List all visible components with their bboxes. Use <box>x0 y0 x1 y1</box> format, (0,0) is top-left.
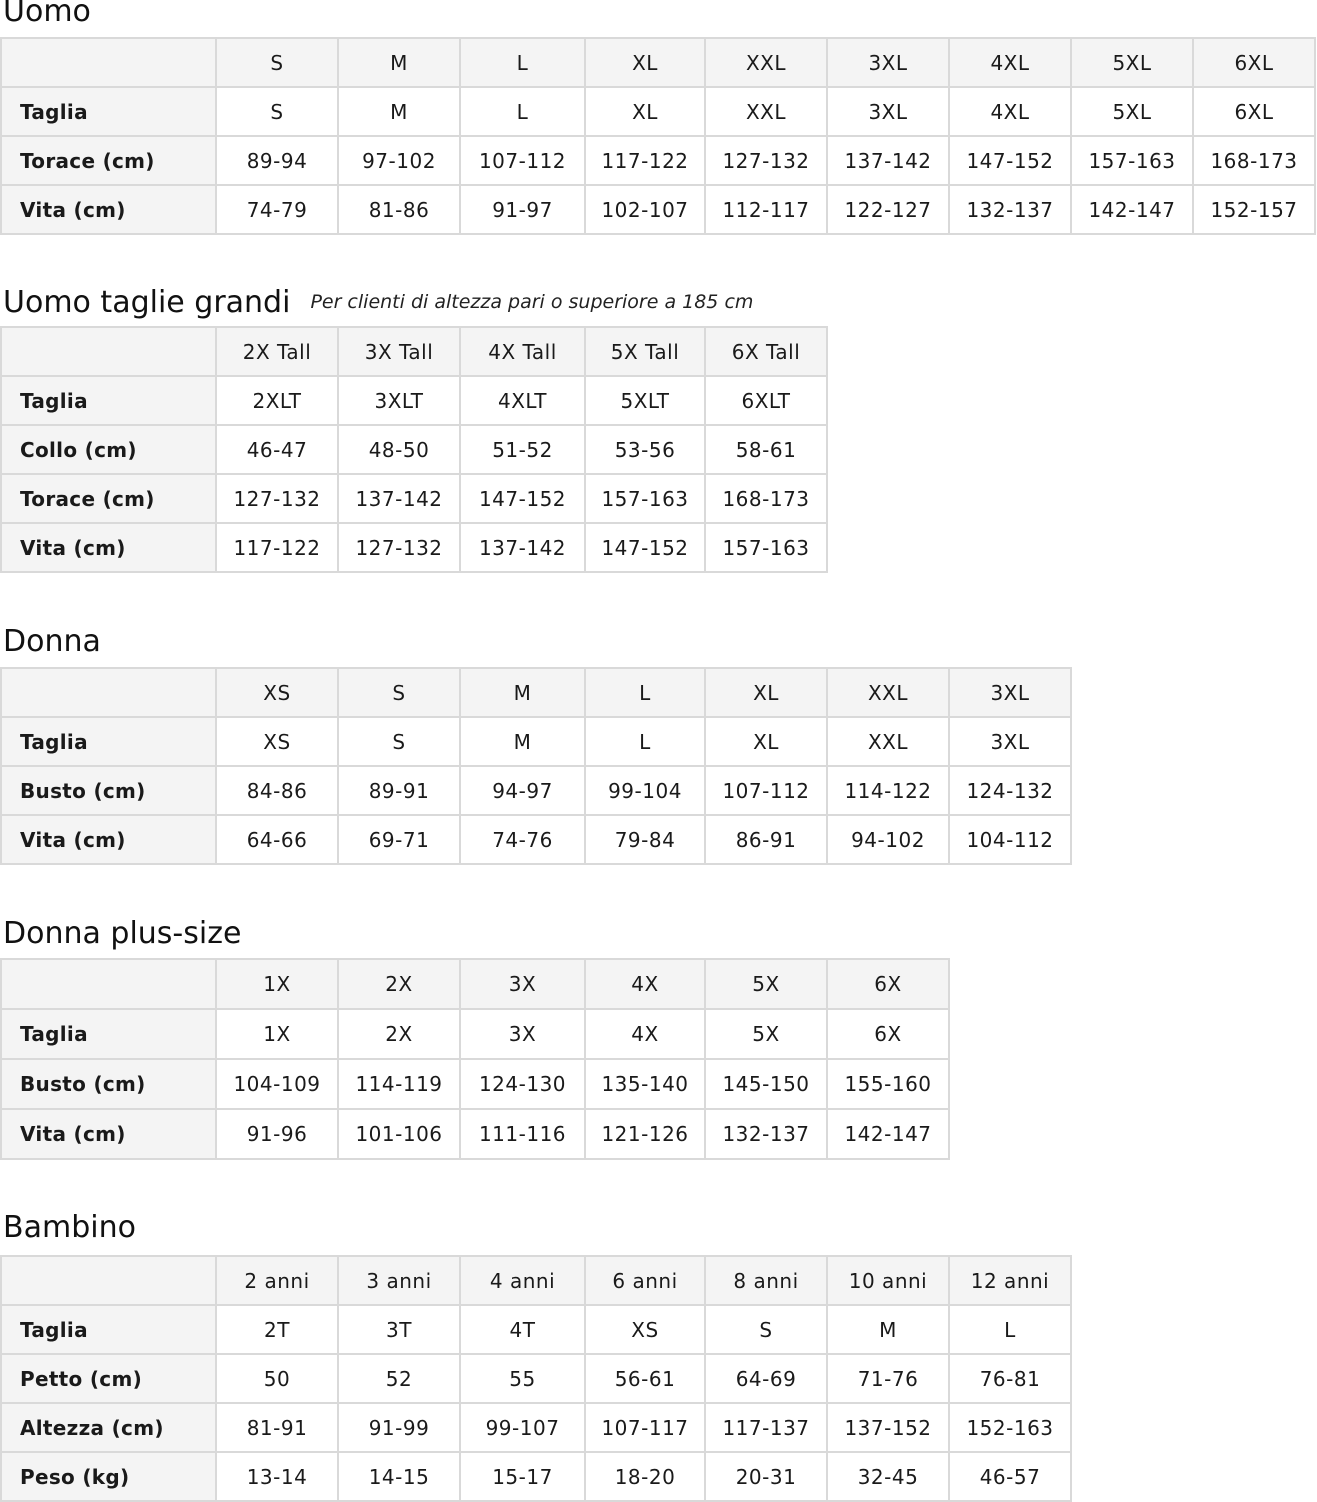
table-cell: 14-15 <box>338 1452 460 1501</box>
column-header-8-anni: 8 anni <box>705 1256 827 1305</box>
table-cell: 5XLT <box>585 376 705 425</box>
table-cell: 3XL <box>949 717 1071 766</box>
column-header-xxl: XXL <box>705 38 827 87</box>
table-cell: L <box>585 717 705 766</box>
table-cell: 64-66 <box>216 815 338 864</box>
column-header-xl: XL <box>585 38 705 87</box>
table-cell: 127-132 <box>216 474 338 523</box>
table-cell: 6X <box>827 1009 949 1059</box>
table-cell: 104-109 <box>216 1059 338 1109</box>
column-header-5xl: 5XL <box>1071 38 1193 87</box>
section-note: Per clienti di altezza pari o superiore a 185 cm <box>310 291 754 313</box>
table-cell: 112-117 <box>705 185 827 234</box>
section-title-donna-plus-size <box>3 917 241 951</box>
table-cell: 46-57 <box>949 1452 1071 1501</box>
table-cell: 3T <box>338 1305 460 1354</box>
column-header-4-anni: 4 anni <box>460 1256 585 1305</box>
column-header-3xl: 3XL <box>827 38 949 87</box>
table-cell: 86-91 <box>705 815 827 864</box>
column-header-6x-tall: 6X Tall <box>705 327 827 376</box>
row-label: Peso (kg) <box>1 1452 216 1501</box>
row-label: Vita (cm) <box>1 1109 216 1159</box>
table-cell: 137-142 <box>338 474 460 523</box>
table-row-busto-cm <box>1 766 1071 815</box>
size-table-uomo <box>0 37 1316 235</box>
table-row-peso-kg <box>1 1452 1071 1501</box>
row-label: Vita (cm) <box>1 185 216 234</box>
table-cell: 56-61 <box>585 1354 705 1403</box>
table-cell: XS <box>585 1305 705 1354</box>
table-cell: 101-106 <box>338 1109 460 1159</box>
table-cell: 91-99 <box>338 1403 460 1452</box>
table-cell: 121-126 <box>585 1109 705 1159</box>
table-cell: 3X <box>460 1009 585 1059</box>
table-cell: 79-84 <box>585 815 705 864</box>
row-label: Busto (cm) <box>1 766 216 815</box>
table-cell: 46-47 <box>216 425 338 474</box>
table-row-taglia <box>1 1305 1071 1354</box>
column-header-l: L <box>585 668 705 717</box>
column-header-xxl: XXL <box>827 668 949 717</box>
table-cell: 13-14 <box>216 1452 338 1501</box>
table-cell: 94-97 <box>460 766 585 815</box>
column-header-m: M <box>338 38 460 87</box>
table-cell: 32-45 <box>827 1452 949 1501</box>
table-cell: 117-137 <box>705 1403 827 1452</box>
section-title-text: Uomo <box>3 0 91 29</box>
table-cell: 76-81 <box>949 1354 1071 1403</box>
table-row-taglia <box>1 87 1315 136</box>
table-cell: 114-122 <box>827 766 949 815</box>
column-header-6x: 6X <box>827 959 949 1009</box>
column-header-1x: 1X <box>216 959 338 1009</box>
row-label: Vita (cm) <box>1 815 216 864</box>
row-label: Petto (cm) <box>1 1354 216 1403</box>
table-cell: 5X <box>705 1009 827 1059</box>
table-cell: 64-69 <box>705 1354 827 1403</box>
table-cell: XS <box>216 717 338 766</box>
table-cell: 124-130 <box>460 1059 585 1109</box>
table-cell: 127-132 <box>338 523 460 572</box>
table-cell: 4T <box>460 1305 585 1354</box>
header-corner-cell <box>1 327 216 376</box>
size-table-donna-plus-size <box>0 958 950 1160</box>
column-header-2x-tall: 2X Tall <box>216 327 338 376</box>
table-cell: 168-173 <box>1193 136 1315 185</box>
table-row-vita-cm <box>1 523 827 572</box>
table-row-vita-cm <box>1 185 1315 234</box>
size-table-donna <box>0 667 1072 865</box>
section-title-uomo-taglie-grandi <box>3 285 753 320</box>
column-header-5x-tall: 5X Tall <box>585 327 705 376</box>
size-table-bambino <box>0 1255 1072 1502</box>
column-header-s: S <box>338 668 460 717</box>
table-cell: 3XL <box>827 87 949 136</box>
header-corner-cell <box>1 1256 216 1305</box>
table-cell: 6XLT <box>705 376 827 425</box>
table-cell: 132-137 <box>705 1109 827 1159</box>
table-cell: L <box>949 1305 1071 1354</box>
section-title-donna <box>3 625 101 659</box>
table-row-collo-cm <box>1 425 827 474</box>
table-cell: 145-150 <box>705 1059 827 1109</box>
header-row <box>1 668 1071 717</box>
header-row <box>1 1256 1071 1305</box>
row-label: Taglia <box>1 717 216 766</box>
table-cell: M <box>827 1305 949 1354</box>
section-title-bambino <box>3 1211 136 1245</box>
row-label: Taglia <box>1 1305 216 1354</box>
table-cell: 52 <box>338 1354 460 1403</box>
table-cell: 99-104 <box>585 766 705 815</box>
table-cell: 107-117 <box>585 1403 705 1452</box>
section-title-text: Uomo taglie grandi <box>3 285 291 320</box>
row-label: Taglia <box>1 376 216 425</box>
table-row-vita-cm <box>1 815 1071 864</box>
table-cell: 5XL <box>1071 87 1193 136</box>
table-cell: 81-91 <box>216 1403 338 1452</box>
section-title-uomo <box>3 0 91 29</box>
table-cell: 58-61 <box>705 425 827 474</box>
table-cell: S <box>705 1305 827 1354</box>
table-cell: 55 <box>460 1354 585 1403</box>
table-cell: 2XLT <box>216 376 338 425</box>
table-cell: M <box>460 717 585 766</box>
table-cell: 152-163 <box>949 1403 1071 1452</box>
row-label: Torace (cm) <box>1 474 216 523</box>
column-header-2x: 2X <box>338 959 460 1009</box>
table-cell: 84-86 <box>216 766 338 815</box>
column-header-s: S <box>216 38 338 87</box>
table-cell: 142-147 <box>827 1109 949 1159</box>
header-corner-cell <box>1 38 216 87</box>
column-header-xs: XS <box>216 668 338 717</box>
table-cell: 135-140 <box>585 1059 705 1109</box>
table-cell: 71-76 <box>827 1354 949 1403</box>
table-row-taglia <box>1 376 827 425</box>
table-cell: 81-86 <box>338 185 460 234</box>
table-cell: 147-152 <box>460 474 585 523</box>
header-row <box>1 38 1315 87</box>
column-header-l: L <box>460 38 585 87</box>
table-cell: 157-163 <box>705 523 827 572</box>
row-label: Busto (cm) <box>1 1059 216 1109</box>
row-label: Taglia <box>1 87 216 136</box>
table-cell: 147-152 <box>585 523 705 572</box>
header-row <box>1 959 949 1009</box>
table-cell: 1X <box>216 1009 338 1059</box>
size-table-uomo-taglie-grandi <box>0 326 828 573</box>
table-cell: S <box>338 717 460 766</box>
row-label: Altezza (cm) <box>1 1403 216 1452</box>
row-label: Vita (cm) <box>1 523 216 572</box>
table-cell: 4X <box>585 1009 705 1059</box>
table-cell: 137-142 <box>460 523 585 572</box>
table-cell: 102-107 <box>585 185 705 234</box>
table-cell: 157-163 <box>1071 136 1193 185</box>
table-cell: M <box>338 87 460 136</box>
column-header-6-anni: 6 anni <box>585 1256 705 1305</box>
column-header-4xl: 4XL <box>949 38 1071 87</box>
column-header-3xl: 3XL <box>949 668 1071 717</box>
column-header-3x-tall: 3X Tall <box>338 327 460 376</box>
table-cell: 48-50 <box>338 425 460 474</box>
table-cell: 89-91 <box>338 766 460 815</box>
table-cell: 168-173 <box>705 474 827 523</box>
column-header-10-anni: 10 anni <box>827 1256 949 1305</box>
table-cell: XXL <box>827 717 949 766</box>
column-header-4x: 4X <box>585 959 705 1009</box>
table-cell: 91-97 <box>460 185 585 234</box>
table-cell: 111-116 <box>460 1109 585 1159</box>
table-cell: 2T <box>216 1305 338 1354</box>
table-cell: 94-102 <box>827 815 949 864</box>
table-cell: 152-157 <box>1193 185 1315 234</box>
table-cell: 15-17 <box>460 1452 585 1501</box>
table-cell: 114-119 <box>338 1059 460 1109</box>
table-cell: 147-152 <box>949 136 1071 185</box>
table-cell: 117-122 <box>585 136 705 185</box>
row-label: Taglia <box>1 1009 216 1059</box>
table-cell: XXL <box>705 87 827 136</box>
table-cell: 20-31 <box>705 1452 827 1501</box>
table-cell: 3XLT <box>338 376 460 425</box>
table-cell: 4XLT <box>460 376 585 425</box>
column-header-3-anni: 3 anni <box>338 1256 460 1305</box>
column-header-m: M <box>460 668 585 717</box>
table-cell: 4XL <box>949 87 1071 136</box>
table-row-altezza-cm <box>1 1403 1071 1452</box>
table-cell: 74-76 <box>460 815 585 864</box>
table-cell: 137-142 <box>827 136 949 185</box>
table-cell: 97-102 <box>338 136 460 185</box>
table-cell: 122-127 <box>827 185 949 234</box>
table-cell: 2X <box>338 1009 460 1059</box>
row-label: Collo (cm) <box>1 425 216 474</box>
table-cell: 132-137 <box>949 185 1071 234</box>
table-cell: 155-160 <box>827 1059 949 1109</box>
header-corner-cell <box>1 959 216 1009</box>
table-cell: 99-107 <box>460 1403 585 1452</box>
section-title-text: Donna <box>3 624 101 659</box>
table-cell: 107-112 <box>705 766 827 815</box>
table-cell: L <box>460 87 585 136</box>
section-title-text: Bambino <box>3 1210 136 1245</box>
table-cell: 89-94 <box>216 136 338 185</box>
table-cell: 142-147 <box>1071 185 1193 234</box>
column-header-3x: 3X <box>460 959 585 1009</box>
table-cell: 53-56 <box>585 425 705 474</box>
table-cell: 51-52 <box>460 425 585 474</box>
table-row-busto-cm <box>1 1059 949 1109</box>
table-row-torace-cm <box>1 474 827 523</box>
column-header-5x: 5X <box>705 959 827 1009</box>
column-header-6xl: 6XL <box>1193 38 1315 87</box>
table-cell: 127-132 <box>705 136 827 185</box>
table-cell: XL <box>585 87 705 136</box>
table-row-taglia <box>1 1009 949 1059</box>
table-cell: 6XL <box>1193 87 1315 136</box>
table-cell: 157-163 <box>585 474 705 523</box>
column-header-12-anni: 12 anni <box>949 1256 1071 1305</box>
table-cell: 124-132 <box>949 766 1071 815</box>
table-row-taglia <box>1 717 1071 766</box>
table-cell: 107-112 <box>460 136 585 185</box>
table-row-vita-cm <box>1 1109 949 1159</box>
table-row-torace-cm <box>1 136 1315 185</box>
table-cell: 91-96 <box>216 1109 338 1159</box>
column-header-4x-tall: 4X Tall <box>460 327 585 376</box>
row-label: Torace (cm) <box>1 136 216 185</box>
column-header-xl: XL <box>705 668 827 717</box>
table-row-petto-cm <box>1 1354 1071 1403</box>
table-cell: 104-112 <box>949 815 1071 864</box>
table-cell: 137-152 <box>827 1403 949 1452</box>
table-cell: 117-122 <box>216 523 338 572</box>
header-row <box>1 327 827 376</box>
table-cell: S <box>216 87 338 136</box>
table-cell: 18-20 <box>585 1452 705 1501</box>
table-cell: 50 <box>216 1354 338 1403</box>
table-cell: 69-71 <box>338 815 460 864</box>
header-corner-cell <box>1 668 216 717</box>
column-header-2-anni: 2 anni <box>216 1256 338 1305</box>
table-cell: 74-79 <box>216 185 338 234</box>
table-cell: XL <box>705 717 827 766</box>
section-title-text: Donna plus-size <box>3 916 242 951</box>
